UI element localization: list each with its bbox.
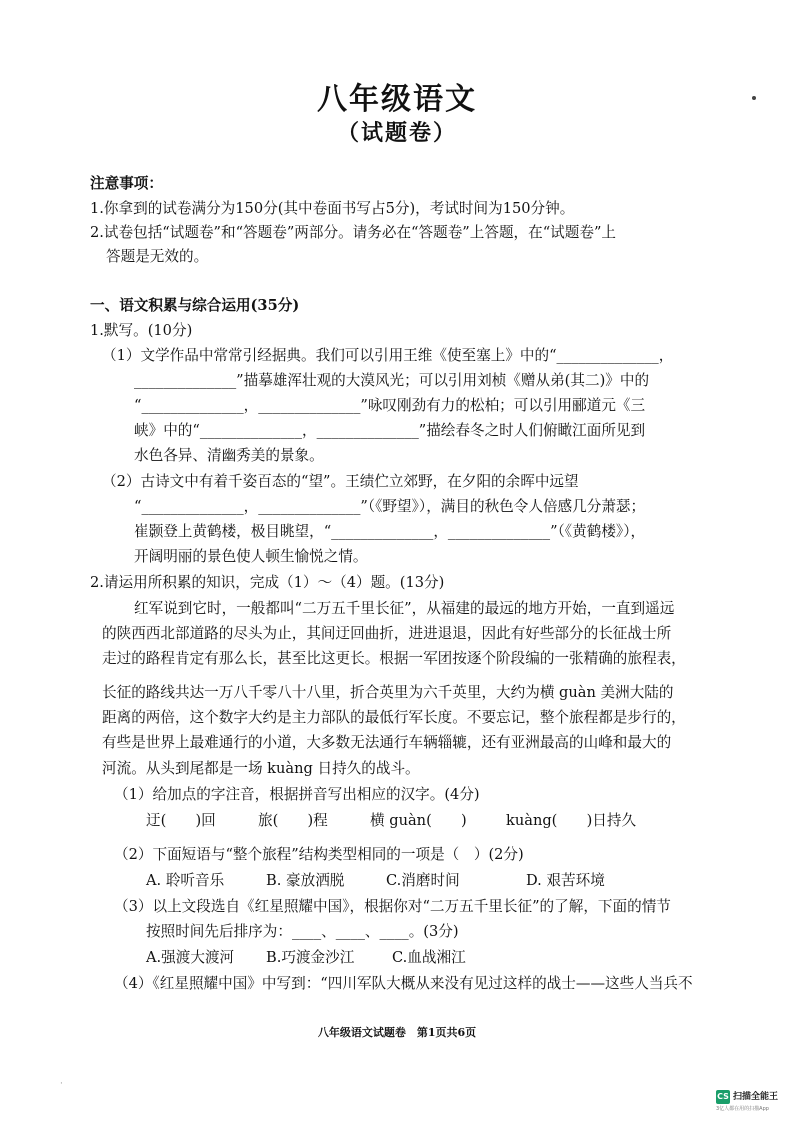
notice-item: 答题是无效的。 xyxy=(106,248,209,265)
passage-line: 的陕西西北部道路的尽头为止，其间迂回曲折，进进退退，因此有好些部分的长征战士所 xyxy=(102,625,672,642)
sub-question-prompt: （4）《红星照耀中国》中写到：“四川军队大概从来没有见过这样的战士——这些人当兵不 xyxy=(114,975,693,992)
q1-line: 崔颢登上黄鹤楼，极目眺望，“______________，______________”（《黄鹤楼》）， xyxy=(134,523,646,540)
question-heading: 2.请运用所积累的知识，完成（1）～（4）题。(13分) xyxy=(90,574,445,591)
notice-item: 2.试卷包括“试题卷”和“答题卷”两部分。请务必在“答题卷”上答题，在“试题卷”上 xyxy=(90,224,617,241)
q1-line: “______________，______________”（《野望》），满目的秋色令人倍感几分萧瑟； xyxy=(134,498,646,515)
passage-line: 有些是世界上最难通行的小道，大多数无法通行车辆辎辘，还有亚洲最高的山峰和最大的 xyxy=(102,734,672,751)
sub1-item: 横 guàn( ) xyxy=(370,812,467,829)
passage-line: 河流。从头到尾都是一场 kuàng 日持久的战斗。 xyxy=(102,760,420,777)
q1-line: ______________”描摹雄浑壮观的大漠风光；可以引用刘桢《赠从弟(其二)》中的 xyxy=(134,372,650,389)
q1-line: 水色各异、清幽秀美的景象。 xyxy=(134,447,324,464)
q1-line: “______________，______________”咏叹刚劲有力的松柏；可以引用郦道元《三 xyxy=(134,397,646,414)
sub-question-prompt: 按照时间先后排序为：____、____、____。(3分) xyxy=(146,923,459,940)
option-c: C.消磨时间 xyxy=(386,872,460,889)
page-title: 八年级语文 xyxy=(317,82,477,117)
page-footer: 八年级语文试题卷 第1页共6页 xyxy=(317,1026,477,1039)
notice-heading: 注意事项： xyxy=(90,175,163,192)
sub1-item: kuàng( )日持久 xyxy=(506,812,637,829)
sub1-item: 旅( )程 xyxy=(258,812,328,829)
camscanner-logo-icon: CS xyxy=(716,1090,730,1104)
section-heading: 一、语文积累与综合运用(35分) xyxy=(90,297,300,314)
scan-speck: · xyxy=(60,1079,63,1089)
q1-line: 峡》中的“______________，______________”描绘春冬之时人们俯瞰江面所见到 xyxy=(134,422,646,439)
question-heading: 1.默写。(10分) xyxy=(90,322,193,339)
passage-line: 红军说到它时，一般都叫“二万五千里长征”，从福建的最远的地方开始，一直到遥远 xyxy=(134,600,675,617)
sub-question-prompt: （1）给加点的字注音，根据拼音写出相应的汉字。(4分) xyxy=(114,786,480,803)
option-c: C.血战湘江 xyxy=(392,949,466,966)
q1-line: （2）古诗文中有着千姿百态的“望”。王绩伫立郊野，在夕阳的余晖中远望 xyxy=(102,473,579,490)
q1-line: （1）文学作品中常常引经据典。我们可以引用王维《使至塞上》中的“______________， xyxy=(102,347,674,364)
sub-question-prompt: （2）下面短语与“整个旅程”结构类型相同的一项是（ ）(2分) xyxy=(114,846,524,863)
watermark-tagline: 3亿人都在用的扫描App xyxy=(716,1106,769,1112)
page-subtitle: （试题卷） xyxy=(336,120,457,146)
passage-line: 走过的路程肯定有那么长，甚至比这更长。根据一军团按逐个阶段编的一张精确的旅程表， xyxy=(102,650,686,667)
option-b: B.巧渡金沙江 xyxy=(266,949,355,966)
q1-line: 开阔明丽的景色使人顿生愉悦之情。 xyxy=(134,548,368,565)
option-a: A.强渡大渡河 xyxy=(146,949,235,966)
notice-item: 1.你拿到的试卷满分为150分(其中卷面书写占5分)，考试时间为150分钟。 xyxy=(90,200,575,217)
passage-line: 距离的两倍，这个数字大约是主力部队的最低行军长度。不要忘记，整个旅程都是步行的， xyxy=(102,709,686,726)
watermark-name: 扫描全能王 xyxy=(733,1092,779,1102)
option-b: B. 豪放洒脱 xyxy=(266,872,345,889)
sub-question-prompt: （3）以上文段选自《红星照耀中国》，根据你对“二万五千里长征”的了解，下面的情节 xyxy=(114,898,671,915)
option-d: D. 艰苦环境 xyxy=(526,872,605,889)
scanner-watermark xyxy=(716,1090,794,1120)
passage-line: 长征的路线共达一万八千零八十八里，折合英里为六千英里，大约为横 guàn 美洲大陆的 xyxy=(102,684,674,701)
option-a: A. 聆听音乐 xyxy=(146,872,225,889)
sub1-item: 迂( )回 xyxy=(146,812,216,829)
